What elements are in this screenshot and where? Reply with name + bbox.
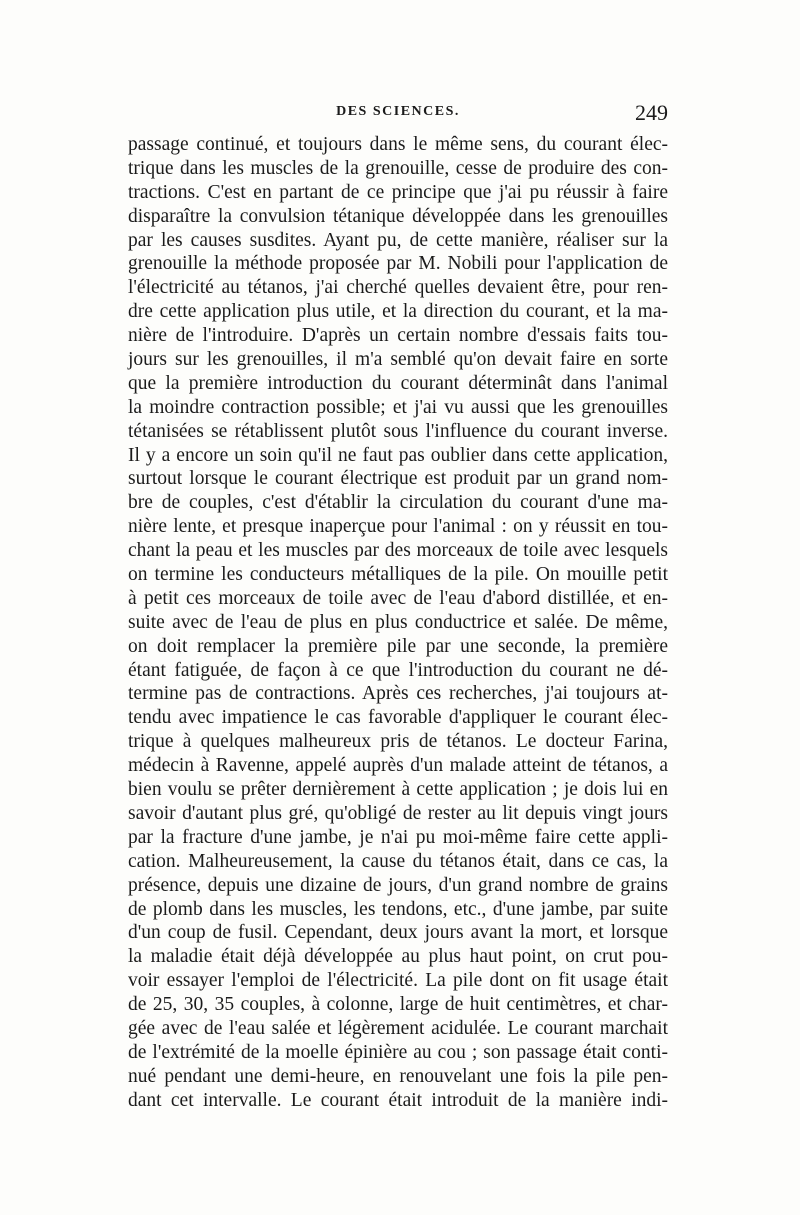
text-line: passage continué, et toujours dans le même sens, du courant élec- (128, 134, 668, 155)
text-line: tendu avec impatience le cas favorable d'appliquer le courant élec- (128, 707, 668, 729)
text-line: nué pendant une demi-heure, en renouvelant une fois la pile pen- (128, 1065, 668, 1087)
text-line: présence, depuis une dizaine de jours, d'un grand nombre de grains (128, 874, 668, 896)
text-line: cation. Malheureusement, la cause du tétanos était, dans ce cas, la (128, 850, 668, 872)
text-line: à petit ces morceaux de toile avec de l'eau d'abord distillée, et en- (128, 587, 668, 609)
text-line: voir essayer l'emploi de l'électricité. La pile dont on fit usage était (128, 970, 668, 992)
text-line: chant la peau et les muscles par des morceaux de toile avec lesquels (128, 540, 668, 562)
text-line: on doit remplacer la première pile par une seconde, la première (128, 635, 668, 657)
text-line: surtout lorsque le courant électrique est produit par un grand nom- (128, 468, 668, 490)
text-line: tétanisées se rétablissent plutôt sous l'influence du courant inverse. (128, 420, 668, 442)
page-header (128, 100, 668, 130)
text-line: de plomb dans les muscles, les tendons, etc., d'une jambe, par suite (128, 898, 668, 920)
text-line: bien voulu se prêter dernièrement à cette application ; je dois lui en (128, 779, 668, 801)
text-line: médecin à Ravenne, appelé auprès d'un malade atteint de tétanos, a (128, 755, 668, 777)
text-line: de 25, 30, 35 couples, à colonne, large de huit centimètres, et char- (128, 994, 668, 1016)
text-line: tractions. C'est en partant de ce principe que j'ai pu réussir à faire (128, 181, 668, 203)
text-line: Il y a encore un soin qu'il ne faut pas oublier dans cette application, (128, 444, 668, 466)
text-line: bre de couples, c'est d'établir la circulation du courant d'une ma- (128, 492, 668, 514)
text-line: nière lente, et presque inaperçue pour l'animal : on y réussit en tou- (128, 516, 668, 538)
text-line: la maladie était déjà développée au plus haut point, on crut pou- (128, 946, 668, 968)
text-line: savoir d'autant plus gré, qu'obligé de rester au lit depuis vingt jours (128, 802, 668, 824)
page-number: 249 (635, 100, 668, 125)
text-line: suite avec de l'eau de plus en plus conductrice et salée. De même, (128, 611, 668, 633)
text-line: gée avec de l'eau salée et légèrement acidulée. Le courant marchait (128, 1017, 668, 1039)
text-line: on termine les conducteurs métalliques de la pile. On mouille petit (128, 564, 668, 586)
text-line: étant fatiguée, de façon à ce que l'introduction du courant ne dé- (128, 659, 668, 681)
body-text (128, 133, 668, 1113)
text-line: dre cette application plus utile, et la direction du courant, et la ma- (128, 301, 668, 323)
text-line: par la fracture d'une jambe, je n'ai pu moi-même faire cette appli- (128, 826, 668, 848)
text-line: termine pas de contractions. Après ces recherches, j'ai toujours at- (128, 683, 668, 705)
text-line: la moindre contraction possible; et j'ai vu aussi que les grenouilles (128, 396, 668, 418)
text-line: grenouille la méthode proposée par M. Nobili pour l'application de (128, 253, 668, 275)
text-line: trique à quelques malheureux pris de tétanos. Le docteur Farina, (128, 731, 668, 753)
text-line: trique dans les muscles de la grenouille, cesse de produire des con- (128, 157, 668, 179)
text-line: disparaître la convulsion tétanique développée dans les grenouilles (128, 205, 668, 227)
text-line: nière de l'introduire. D'après un certain nombre d'essais faits tou- (128, 325, 668, 347)
text-line: par les causes susdites. Ayant pu, de cette manière, réaliser sur la (128, 229, 668, 251)
text-line: dant cet intervalle. Le courant était introduit de la manière indi- (128, 1089, 668, 1111)
running-head: DES SCIENCES. (336, 104, 460, 119)
text-line: jours sur les grenouilles, il m'a semblé qu'on devait faire en sorte (128, 349, 668, 371)
text-line: d'un coup de fusil. Cependant, deux jours avant la mort, et lorsque (128, 922, 668, 944)
text-line: de l'extrémité de la moelle épinière au cou ; son passage était conti- (128, 1041, 668, 1063)
text-line: que la première introduction du courant déterminât dans l'animal (128, 372, 668, 394)
text-line: l'électricité au tétanos, j'ai cherché quelles devaient être, pour ren- (128, 277, 668, 299)
